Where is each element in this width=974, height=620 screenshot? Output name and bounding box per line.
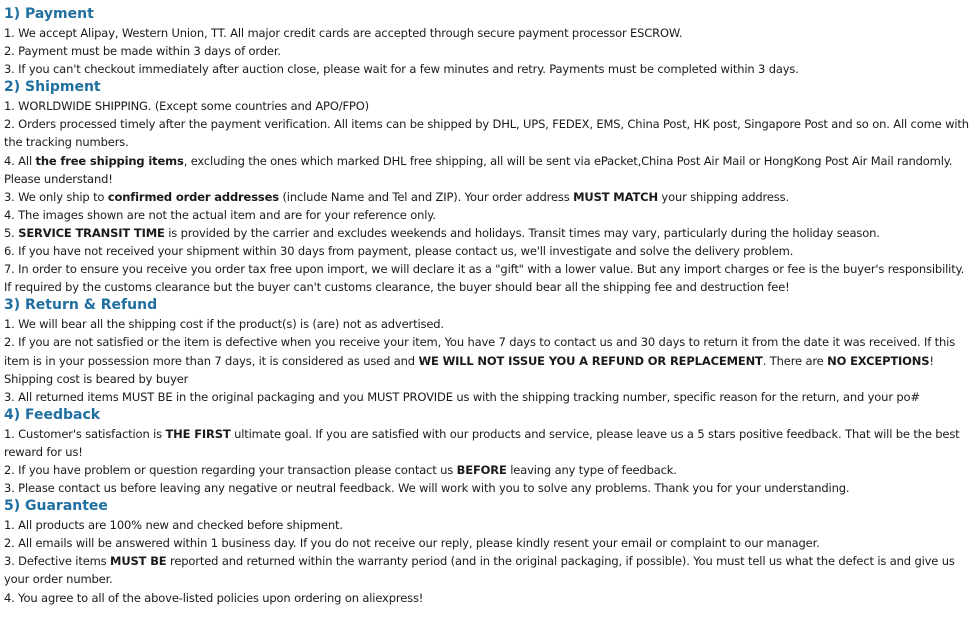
emphasis-text: SERVICE TRANSIT TIME xyxy=(18,225,165,240)
emphasis-text: the free shipping items xyxy=(35,153,184,168)
policy-item xyxy=(4,333,970,387)
item-text: your shipping address. xyxy=(657,189,789,204)
policy-sections xyxy=(4,5,970,607)
item-text: 6. If you have not received your shipment within 30 days from payment, please contact us, we'll investigate and solve the delivery problem. xyxy=(4,244,794,259)
item-text: 2. Payment must be made within 3 days of order. xyxy=(4,44,281,59)
item-text: 1. All products are 100% new and checked before shipment. xyxy=(4,518,343,533)
policy-item xyxy=(4,516,970,534)
policy-item xyxy=(4,97,970,115)
item-text: 2. Orders processed timely after the payment verification. All items can be shipped by DHL, UPS, FEDEX, EMS, China Post, HK post, Singapore Post and so on. All come with the tracking numbers. xyxy=(4,117,969,150)
section-title: 3) Return & Refund xyxy=(4,297,158,314)
policy-item xyxy=(4,24,970,42)
item-text: . There are xyxy=(762,353,828,368)
policy-section xyxy=(4,497,970,606)
item-text: 3. All returned items MUST BE in the original packaging and you MUST PROVIDE us with the shipping tracking number, specific reason for the return, and your po# xyxy=(4,389,920,404)
policy-item xyxy=(4,479,970,497)
policy-item xyxy=(4,315,970,333)
policy-item xyxy=(4,115,970,151)
item-text: 1. Customer's satisfaction is xyxy=(4,426,166,441)
item-text: is provided by the carrier and excludes weekends and holidays. Transit times may vary, particularly during the holiday season. xyxy=(164,225,880,240)
item-text: 1. WORLDWIDE SHIPPING. (Except some countries and APO/FPO) xyxy=(4,99,369,114)
item-text: 1. We will bear all the shipping cost if the product(s) is (are) not as advertised. xyxy=(4,317,444,332)
section-title: 1) Payment xyxy=(4,6,94,22)
item-text: 4. The images shown are not the actual item and are for your reference only. xyxy=(4,207,436,222)
policy-item xyxy=(4,589,970,607)
policy-item xyxy=(4,260,970,296)
policy-item xyxy=(4,425,970,461)
policy-item xyxy=(4,224,970,242)
policy-item xyxy=(4,242,970,260)
item-text: 2. All emails will be answered within 1 business day. If you do not receive our reply, please kindly resent your email or complaint to our manager. xyxy=(4,536,820,551)
item-text: 1. We accept Alipay, Western Union, TT. All major credit cards are accepted through secure payment processor ESCROW. xyxy=(4,26,683,40)
item-text: 7. In order to ensure you receive you order tax free upon import, we will declare it as a "gift" with a lower value. But any import charges or fee is the buyer's responsibility. If required by the customs clearance but the buyer can't customs clearance, the buyer should bear all the shipping fee and destruction fee! xyxy=(4,262,965,295)
policy-section xyxy=(4,5,970,78)
policy-section xyxy=(4,406,970,497)
emphasis-text: BEFORE xyxy=(456,462,507,477)
item-text: 4. All xyxy=(4,153,36,168)
policy-item xyxy=(4,42,970,60)
emphasis-text: NO EXCEPTIONS xyxy=(827,353,930,368)
emphasis-text: MUST BE xyxy=(110,554,167,569)
item-text: 3. We only ship to xyxy=(4,189,108,204)
item-text: 3. If you can't checkout immediately after auction close, please wait for a few minutes and retry. Payments must be completed within 3 days. xyxy=(4,62,799,77)
policy-item xyxy=(4,461,970,479)
policy-item xyxy=(4,152,970,188)
item-text: reported and returned within the warranty period (and in the original packaging, if possible). You must tell us what the defect is and give us your order number. xyxy=(4,554,955,587)
item-text: 3. Please contact us before leaving any negative or neutral feedback. We will work with you to solve any problems. Thank you for your understanding. xyxy=(4,481,850,496)
item-text: 2. If you have problem or question regarding your transaction please contact us xyxy=(4,462,457,477)
item-text: 2. If you are not satisfied or the item is defective when you receive your item, You have 7 days to contact us and 30 days to return it from the date it was received. If this item is in your possession more than 7 days, it is considered as used and xyxy=(4,335,956,368)
policy-item xyxy=(4,552,970,588)
item-text: 4. You agree to all of the above-listed policies upon ordering on aliexpress! xyxy=(4,590,424,605)
item-text: , excluding the ones which marked DHL free shipping, all will be sent via ePacket,China Post Air Mail or HongKong Post Air Mail randomly. Please understand! xyxy=(4,153,953,186)
emphasis-text: MUST MATCH xyxy=(573,189,658,204)
item-text: 5. xyxy=(4,225,19,240)
item-text: 3. Defective items xyxy=(4,554,111,569)
section-title: 4) Feedback xyxy=(4,406,101,423)
policy-item xyxy=(4,60,970,78)
section-title: 5) Guarantee xyxy=(4,498,108,515)
item-text: (include Name and Tel and ZIP). Your order address xyxy=(278,189,574,204)
emphasis-text: WE WILL NOT ISSUE YOU A REFUND OR REPLACEMENT xyxy=(418,353,763,368)
policy-item xyxy=(4,206,970,224)
policy-section xyxy=(4,296,970,405)
policy-item xyxy=(4,534,970,552)
item-text: leaving any type of feedback. xyxy=(506,462,677,477)
policy-item xyxy=(4,388,970,406)
emphasis-text: THE FIRST xyxy=(165,426,231,441)
item-text: ultimate goal. If you are satisfied with our products and service, please leave us a 5 stars positive feedback. That will be the best reward for us! xyxy=(4,426,960,459)
policy-section xyxy=(4,78,970,296)
emphasis-text: confirmed order addresses xyxy=(107,189,279,204)
section-title: 2) Shipment xyxy=(4,79,101,96)
policy-item xyxy=(4,188,970,206)
item-text: ! Shipping cost is beared by buyer xyxy=(4,353,934,386)
